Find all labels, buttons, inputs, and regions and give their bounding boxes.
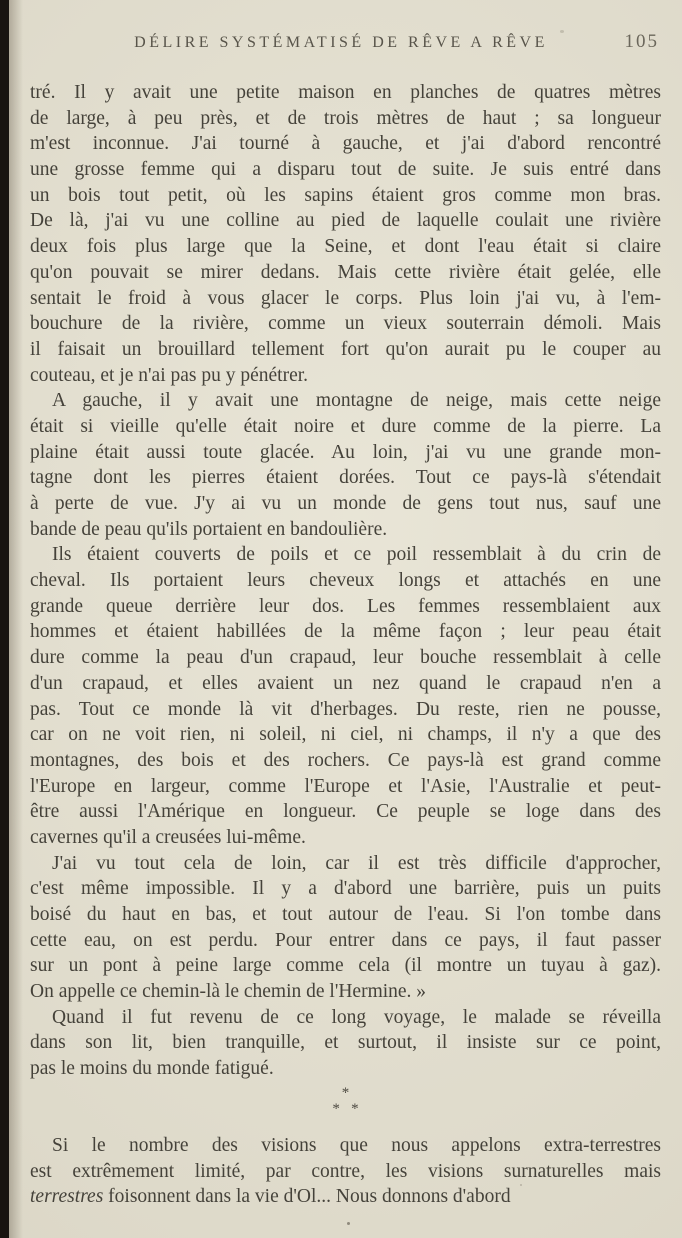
text-line: est extrêmement limité, par contre, les visions surnaturelles mais	[30, 1160, 661, 1182]
text-line: Quand il fut revenu de ce long voyage, le malade se réveilla	[52, 1006, 661, 1028]
text-line: bande de peau qu'ils portaient en bandoulière.	[30, 518, 388, 540]
paragraph	[30, 1005, 661, 1082]
separator-star-top: *	[341, 1084, 350, 1101]
text-line: De là, j'ai vu une colline au pied de laquelle coulait une rivière	[30, 210, 661, 232]
text-line: d'un crapaud, et elles avaient un nez quand le crapaud n'en a	[30, 672, 661, 694]
page-number: 105	[624, 31, 659, 52]
text-line: sur un pont à peine large comme cela (il montre un tuyau à gaz).	[30, 955, 661, 977]
text-segment: foisonnent dans la vie d'Ol... Nous donnons d'abord	[103, 1186, 511, 1208]
text-line: boisé du haut en bas, et tout autour de l'eau. Si l'on tombe dans	[30, 904, 661, 925]
paragraph	[30, 80, 661, 388]
text-line: On appelle ce chemin-là le chemin de l'Hermine. »	[30, 981, 427, 1003]
scan-speck	[560, 30, 564, 33]
paragraph	[30, 388, 661, 542]
paragraph	[30, 542, 661, 850]
asterisk-separator	[30, 1082, 661, 1133]
text-line: tagne dont les pierres étaient dorées. Tout ce pays-là s'étendait	[30, 467, 661, 489]
text-line: une grosse femme qui a disparu tout de suite. Je suis entré dans	[30, 159, 661, 181]
text-line: l'Europe en largeur, comme l'Europe et l'Asie, l'Australie et peut-	[30, 775, 661, 797]
text-line	[30, 1184, 661, 1210]
text-line: cavernes qu'il a creusées lui-même.	[30, 826, 306, 848]
text-line: il faisait un brouillard tellement fort qu'on aurait pu le couper au	[30, 338, 661, 360]
text-line: grande queue derrière leur dos. Les femmes ressemblaient aux	[30, 595, 661, 617]
running-title: DÉLIRE SYSTÉMATISÉ DE RÊVE A RÊVE	[134, 34, 548, 51]
text-line: Si le nombre des visions que nous appelons extra-terrestres	[52, 1134, 661, 1156]
scan-left-edge-shadow	[9, 0, 23, 1238]
text-line: à perte de vue. J'y ai vu un monde de gens tout nus, sauf une	[30, 493, 661, 514]
text-line: dure comme la peau d'un crapaud, leur bouche ressemblait à celle	[30, 647, 661, 669]
text-line: deux fois plus large que la Seine, et dont l'eau était si claire	[30, 236, 661, 258]
text-line: était si vieille qu'elle était noire et dure comme de la pierre. La	[30, 415, 661, 437]
paragraph	[30, 1133, 661, 1210]
text-line: couteau, et je n'ai pas pu y pénétrer.	[30, 364, 309, 386]
text-line: m'est inconnue. J'ai tourné à gauche, et j'ai d'abord rencontré	[30, 133, 661, 155]
text-line: J'ai vu tout cela de loin, car il est très difficile d'approcher,	[52, 852, 661, 874]
text-line: hommes et étaient habillées de la même façon ; leur peau était	[30, 621, 661, 643]
text-line: plaine était aussi toute glacée. Au loin, j'ai vu une grande mon-	[30, 441, 661, 463]
separator-stars-bottom: * *	[332, 1100, 359, 1117]
text-line: c'est même impossible. Il y a d'abord une barrière, puis un puits	[30, 878, 661, 900]
text-line: sentait le froid à vous glacer le corps. Plus loin j'ai vu, à l'em-	[30, 287, 661, 309]
page-body-text	[30, 80, 661, 1210]
text-line: être aussi l'Amérique en longueur. Ce peuple se loge dans des	[30, 801, 661, 823]
text-line: cheval. Ils portaient leurs cheveux longs et attachés en une	[30, 570, 661, 592]
scan-speck	[520, 1184, 522, 1186]
scan-left-edge	[0, 0, 9, 1238]
text-line: tré. Il y avait une petite maison en planches de quatres mètres	[30, 82, 661, 103]
text-line: cette eau, on est perdu. Pour entrer dans ce pays, il faut passer	[30, 929, 661, 951]
text-line: A gauche, il y avait une montagne de neige, mais cette neige	[52, 390, 661, 412]
text-line: Ils étaient couverts de poils et ce poil ressemblait à du crin de	[52, 544, 661, 566]
text-line: pas le moins du monde fatigué.	[30, 1058, 274, 1080]
text-line: de large, à peu près, et de trois mètres de haut ; sa longueur	[30, 107, 661, 129]
scan-speck	[347, 1222, 350, 1225]
text-line: car on ne voit rien, ni soleil, ni ciel, ni champs, il n'y a que des	[30, 724, 661, 746]
text-line: dans son lit, bien tranquille, et surtout, il insiste sur ce point,	[30, 1032, 661, 1054]
paragraph	[30, 851, 661, 1005]
text-line: pas. Tout ce monde là vit d'herbages. Du reste, rien ne pousse,	[30, 698, 661, 720]
text-line: bouchure de la rivière, comme un vieux souterrain démoli. Mais	[30, 313, 661, 335]
text-line: un bois tout petit, où les sapins étaient gros comme mon bras.	[30, 184, 661, 206]
text-line: montagnes, des bois et des rochers. Ce pays-là est grand comme	[30, 749, 661, 771]
text-line: qu'on pouvait se mirer dedans. Mais cette rivière était gelée, elle	[30, 261, 661, 283]
italic-text: terrestres	[30, 1186, 104, 1208]
